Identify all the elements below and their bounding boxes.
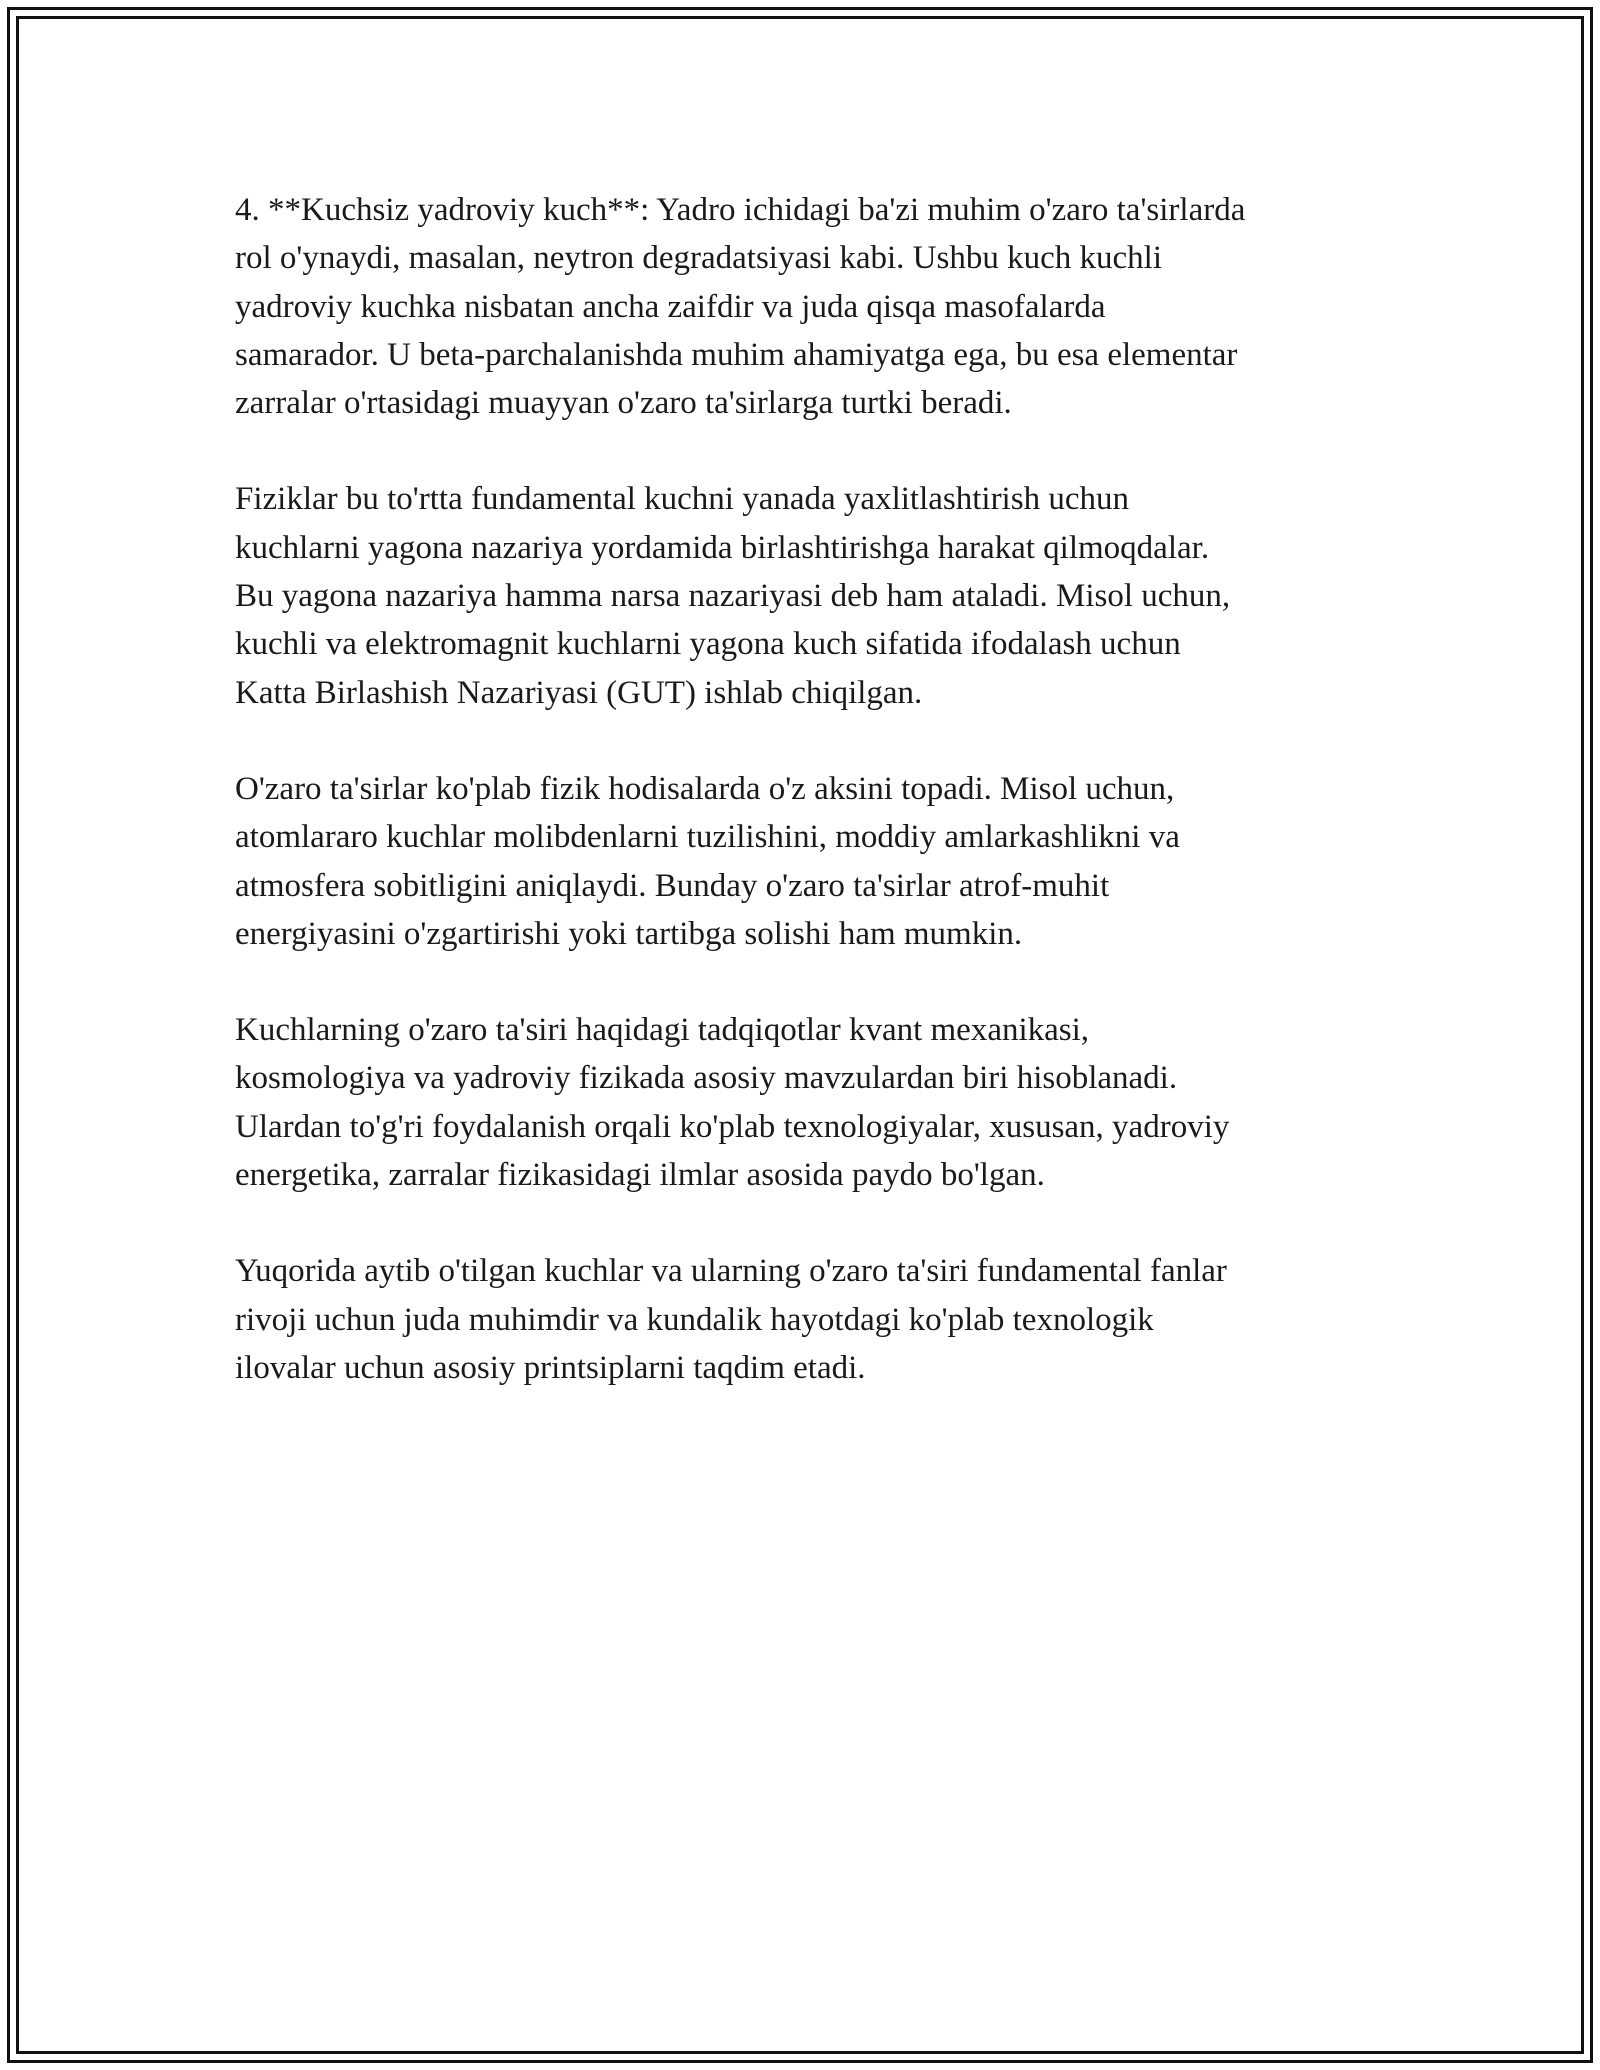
text-line: rol o'ynaydi, masalan, neytron degradatsiyasi kabi. Ushbu kuch kuchli xyxy=(235,240,1162,277)
text-line: Yuqorida aytib o'tilgan kuchlar va ularning o'zaro ta'siri fundamental fanlar xyxy=(235,1253,1227,1290)
text-line: atomlararo kuchlar molibdenlarni tuzilishini, moddiy amlarkashlikni va xyxy=(235,819,1180,856)
text-line: Bu yagona nazariya hamma narsa nazariyasi deb ham ataladi. Misol uchun, xyxy=(235,578,1231,615)
text-line: kosmologiya va yadroviy fizikada asosiy mavzulardan biri hisoblanadi. xyxy=(235,1060,1178,1097)
text-line: O'zaro ta'sirlar ko'plab fizik hodisalarda o'z aksini topadi. Misol uchun, xyxy=(235,770,1175,807)
text-line: Katta Birlashish Nazariyasi (GUT) ishlab chiqilgan. xyxy=(235,674,923,711)
text-line: zarralar o'rtasidagi muayyan o'zaro ta'sirlarga turtki beradi. xyxy=(235,385,1012,422)
text-line: rivoji uchun juda muhimdir va kundalik hayotdagi ko'plab texnologik xyxy=(235,1301,1154,1338)
text-line: Kuchlarning o'zaro ta'siri haqidagi tadqiqotlar kvant mexanikasi, xyxy=(235,1012,1090,1049)
text-line: energiyasini o'zgartirishi yoki tartibga solishi ham mumkin. xyxy=(235,915,1023,952)
text-line: kuchlarni yagona nazariya yordamida birlashtirishga harakat qilmoqdalar. xyxy=(235,529,1210,566)
paragraph-unified-theory xyxy=(235,475,1395,716)
text-line: ilovalar uchun asosiy printsiplarni taqdim etadi. xyxy=(235,1349,866,1386)
text-line: samarador. U beta-parchalanishda muhim ahamiyatga ega, bu esa elementar xyxy=(235,336,1238,373)
paragraph-conclusion xyxy=(235,1247,1395,1392)
paragraph-weak-nuclear-force xyxy=(235,186,1395,427)
text-line: Ulardan to'g'ri foydalanish orqali ko'plab texnologiyalar, xususan, yadroviy xyxy=(235,1108,1230,1145)
text-line: Fiziklar bu to'rtta fundamental kuchni yanada yaxlitlashtirish uchun xyxy=(235,481,1129,518)
text-line: atmosfera sobitligini aniqlaydi. Bunday o'zaro ta'sirlar atrof-muhit xyxy=(235,867,1110,904)
text-line: kuchli va elektromagnit kuchlarni yagona kuch sifatida ifodalash uchun xyxy=(235,626,1181,663)
paragraph-research xyxy=(235,1006,1395,1199)
text-line: energetika, zarralar fizikasidagi ilmlar asosida paydo bo'lgan. xyxy=(235,1157,1045,1194)
paragraph-physical-phenomena xyxy=(235,765,1395,958)
text-line: yadroviy kuchka nisbatan ancha zaifdir va juda qisqa masofalarda xyxy=(235,288,1106,325)
text-line: 4. **Kuchsiz yadroviy kuch**: Yadro ichidagi ba'zi muhim o'zaro ta'sirlarda xyxy=(235,192,1246,228)
document-body xyxy=(235,186,1395,1440)
